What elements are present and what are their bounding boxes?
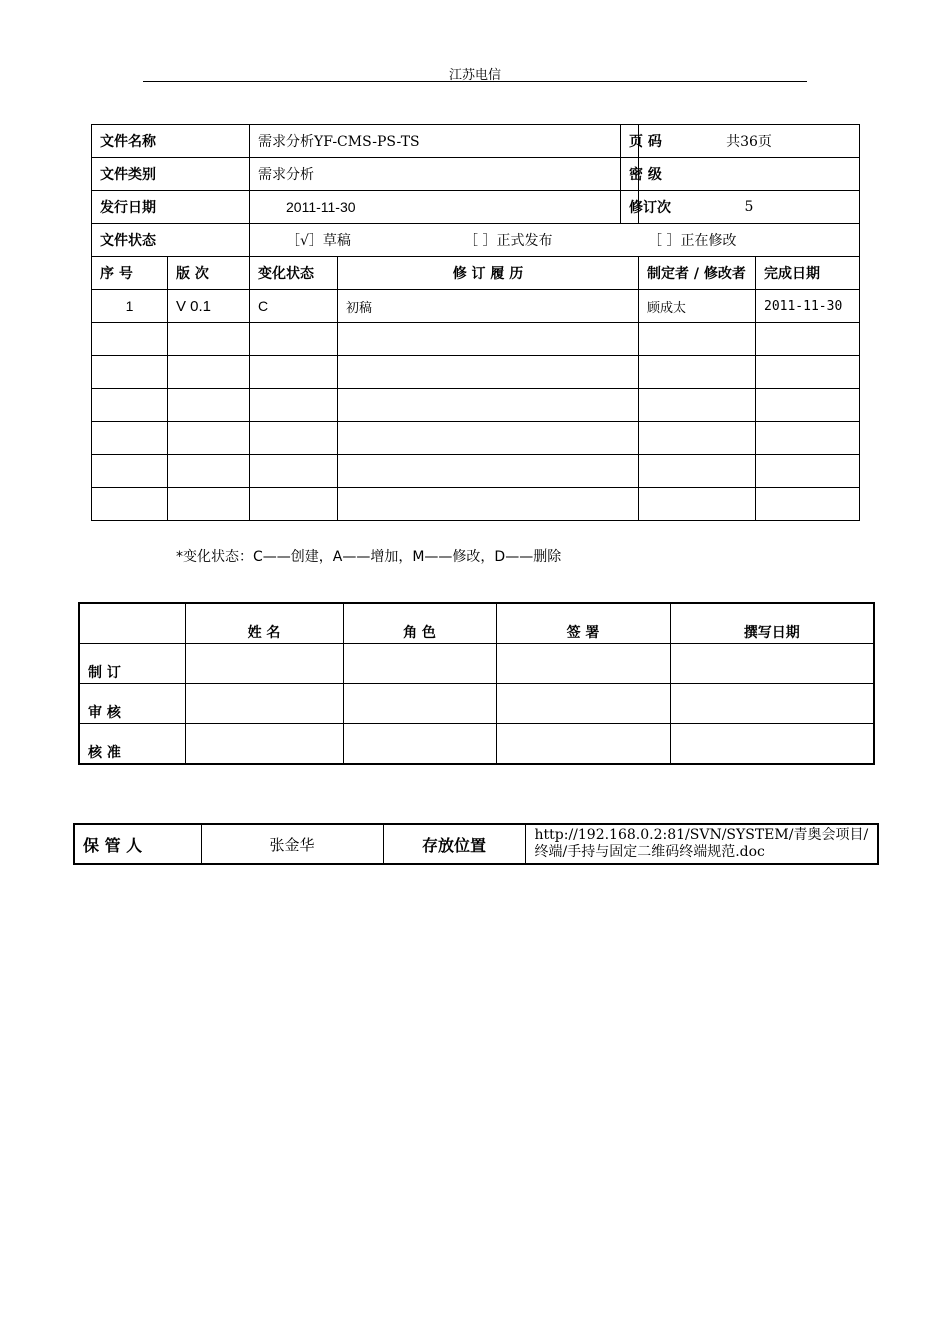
file-type-value: 需求分析 [250,158,621,191]
table-cell [756,422,860,455]
revision-value: 5 [639,191,860,224]
table-cell [168,356,250,389]
status-row [92,224,860,257]
col-revision-history: 修 订 履 历 [338,257,639,290]
keeper-label: 保 管 人 [74,824,201,864]
approval-row [79,724,874,765]
table-cell [756,488,860,521]
status-draft: ［√］草稿 [286,233,351,249]
change-status-legend: *变化状态：C——创建，A——增加，M——修改，D——删除 [176,549,562,565]
history-change: C [250,290,338,323]
page-header: 江苏电信 [448,68,501,83]
table-cell [338,455,639,488]
file-type-label: 文件类别 [92,158,250,191]
table-cell [250,356,338,389]
status-released: ［ ］正式发布 [464,233,553,249]
status-modifying: ［ ］正在修改 [648,233,737,249]
table-cell [92,455,168,488]
header-divider [143,81,807,82]
col-author: 制定者 / 修改者 [639,257,756,290]
table-cell [338,323,639,356]
col-write-date: 撰写日期 [670,603,874,644]
keeper-value: 张金华 [201,824,383,864]
table-cell [639,356,756,389]
col-done-date: 完成日期 [756,257,860,290]
table-cell [92,389,168,422]
status-label: 文件状态 [92,224,250,257]
col-seq: 序 号 [92,257,168,290]
page-value: 共36页 [639,125,860,158]
approval-corner [79,603,185,644]
history-date: 2011-11-30 [756,290,860,323]
table-cell [250,389,338,422]
table-cell [338,488,639,521]
table-cell [343,644,496,684]
history-header-row [92,257,860,290]
table-cell [185,684,343,724]
history-row [92,323,860,356]
table-cell [496,684,670,724]
table-cell [496,644,670,684]
custody-row [74,824,878,864]
table-cell [639,455,756,488]
revision-label: 修订次 [621,191,639,224]
table-cell [496,724,670,765]
table-cell [639,389,756,422]
col-signature: 签 署 [496,603,670,644]
location-label: 存放位置 [383,824,525,864]
file-type-row [92,158,860,191]
history-row [92,290,860,323]
table-cell [670,724,874,765]
table-cell [92,356,168,389]
custody-table [73,823,879,865]
table-cell [168,422,250,455]
table-cell [250,422,338,455]
table-cell [670,644,874,684]
history-desc: 初稿 [338,290,639,323]
row-review-label: 审 核 [79,684,185,724]
table-cell [670,684,874,724]
col-name: 姓 名 [185,603,343,644]
file-name-label: 文件名称 [92,125,250,158]
col-version: 版 次 [168,257,250,290]
history-row [92,422,860,455]
file-name-value: 需求分析YF-CMS-PS-TS [250,125,621,158]
secret-label: 密 级 [621,158,639,191]
status-options [250,224,860,257]
approval-row [79,684,874,724]
issue-date-value: 2011-11-30 [250,191,621,224]
table-cell [756,389,860,422]
table-cell [168,323,250,356]
file-name-row [92,125,860,158]
table-cell [639,422,756,455]
approval-row [79,644,874,684]
table-cell [92,422,168,455]
col-change-status: 变化状态 [250,257,338,290]
history-row [92,356,860,389]
history-row [92,389,860,422]
table-cell [92,488,168,521]
row-approve-label: 核 准 [79,724,185,765]
table-cell [168,488,250,521]
history-row [92,455,860,488]
page-label: 页 码 [621,125,639,158]
table-cell [756,356,860,389]
approval-table [78,602,875,765]
row-draft-label: 制 订 [79,644,185,684]
table-cell [92,323,168,356]
approval-header-row [79,603,874,644]
table-cell [338,356,639,389]
location-value: http://192.168.0.2:81/SVN/SYSTEM/青奥会项目/终端/手持与固定二维码终端规范.doc [525,824,878,864]
history-seq: 1 [92,290,168,323]
table-cell [756,323,860,356]
table-cell [250,455,338,488]
document-info-table [91,124,860,521]
table-cell [168,389,250,422]
table-cell [343,684,496,724]
col-role: 角 色 [343,603,496,644]
issue-date-label: 发行日期 [92,191,250,224]
table-cell [185,724,343,765]
table-cell [756,455,860,488]
history-author: 顾成太 [639,290,756,323]
table-cell [338,422,639,455]
secret-value [639,158,860,191]
table-cell [338,389,639,422]
issue-date-row [92,191,860,224]
table-cell [168,455,250,488]
table-cell [343,724,496,765]
history-version: V 0.1 [168,290,250,323]
table-cell [250,323,338,356]
table-cell [639,323,756,356]
table-cell [185,644,343,684]
table-cell [639,488,756,521]
table-cell [250,488,338,521]
history-row [92,488,860,521]
